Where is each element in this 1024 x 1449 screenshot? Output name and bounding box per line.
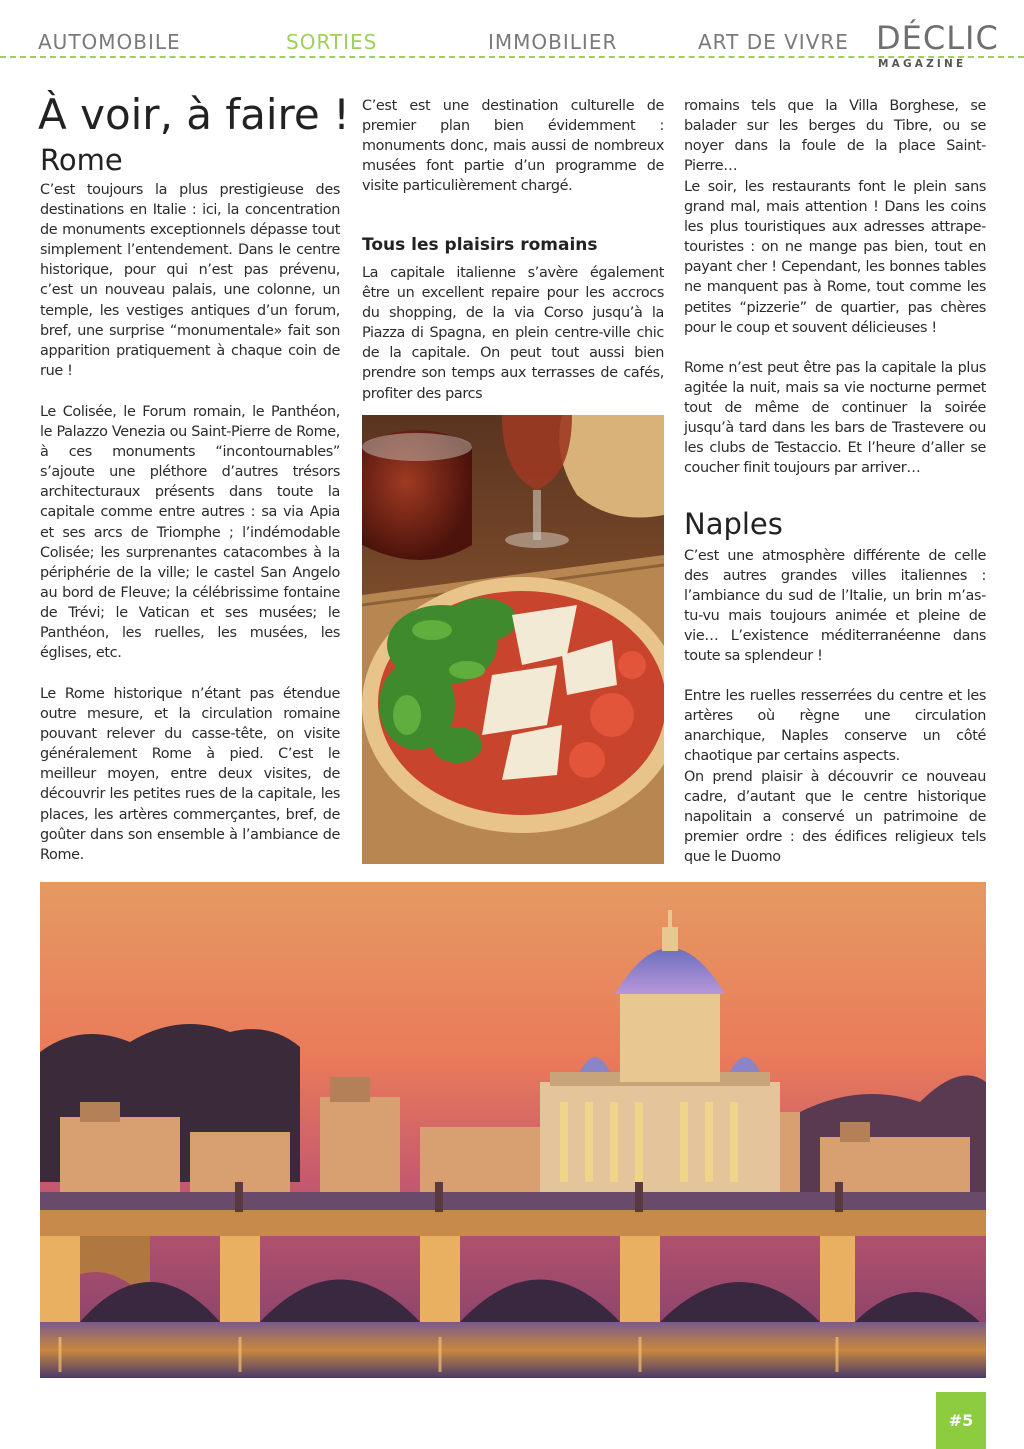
plaisirs-paragraph: La capitale italienne s’avère également être un excellent repaire pour les accrocs du shopping, de la via Corso jusqu’à la Piazza di Spagna, en plein centre-ville chic de la capitale. On peut tout aussi bien prendre son temps aux terrasses de cafés, profiter des parcs [362, 265, 664, 402]
page-number: #5 [936, 1392, 986, 1449]
rome-sunset-photo [40, 882, 986, 1378]
logo-subtitle: MAGAZINE [878, 58, 967, 70]
rome-paragraph-3: Le Rome historique n’étant pas étendue outre mesure, et la circulation romaine pouvant relever du casse-tête, on visite généralement Rome à pied. C’est le meilleur moyen, entre deux visites, de découvrir les petites rues de la capitale, les places, les artères commerçantes, bref, de goûter dans son ensemble à l’ambiance de Rome. [40, 686, 340, 863]
magazine-logo [876, 19, 999, 70]
heading-plaisirs-romains: Tous les plaisirs romains [362, 235, 598, 255]
rome-paragraph-2: Le Colisée, le Forum romain, le Panthéon, le Palazzo Venezia ou Saint-Pierre de Rome, à ces monuments “incontournables” s’ajoute une pléthore d’autres trésors architecturaux présents dans toute la capitale comme entre autres : sa via Apia et ses arcs de Triomphe ; l’indémodable Colisée; les surprenantes catacombes à la périphérie de la ville; le castel San Angelo au bord de Fleuve; la célébrissime fontaine de Trévi; le Vatican et ses musées; le Panthéon, les ruelles, les musées, les églises, etc. [40, 404, 340, 662]
section-nav [0, 28, 1024, 58]
header-divider [0, 56, 1024, 58]
pizza-photo [362, 415, 664, 864]
page-title: À voir, à faire ! [38, 90, 350, 139]
logo-title: DÉCLIC [876, 19, 999, 57]
heading-rome: Rome [40, 143, 123, 177]
naples-paragraph-2: Entre les ruelles resserrées du centre et les artères où règne une circulation anarchique, Naples conserve un côté chaotique par certains aspects. [684, 688, 986, 765]
nav-item-sorties[interactable]: SORTIES [286, 30, 378, 54]
rome-paragraph-6: Rome n’est peut être pas la capitale la plus agitée la nuit, mais sa vie nocturne permet tout de même de continuer la soirée jusqu’à tard dans les bars de Trastevere ou les clubs de Testaccio. Et l’heure d’aller se coucher finit toujours par arriver… [684, 360, 986, 477]
rome-paragraph-4: romains tels que la Villa Borghese, se balader sur les berges du Tibre, ou se noyer dans la foule de la place Saint-Pierre… [684, 98, 986, 175]
heading-naples: Naples [684, 507, 783, 541]
nav-item-immobilier[interactable]: IMMOBILIER [488, 30, 618, 54]
rome-intro-culture: C’est est une destination culturelle de premier plan bien évidemment : monuments donc, mais aussi de nombreux musées font partie d’un programme de visite particulièrement chargé. [362, 98, 664, 195]
nav-item-automobile[interactable]: AUTOMOBILE [38, 30, 181, 54]
rome-paragraph-1: C’est toujours la plus prestigieuse des destinations en Italie : ici, la concentration de monuments exceptionnels dépasse tout simplement l’entendement. Dans le centre historique, pour qui n’est pas prévenu, c’est un nouveau palais, une colonne, un temple, les vestiges antiques d’un forum, bref, une surprise “monumentale» fait son apparition pratiquement à chaque coin de rue ! [40, 182, 340, 379]
naples-paragraph-3: On prend plaisir à découvrir ce nouveau cadre, d’autant que le centre historique napolitain a conservé un patrimoine de premier ordre : des édifices religieux tels que le Duomo [684, 769, 986, 866]
nav-item-art-de-vivre[interactable]: ART DE VIVRE [698, 30, 849, 54]
naples-paragraph-1: C’est une atmosphère différente de celle des autres grandes villes italiennes : l’ambiance du sud de l’Italie, un brin m’as-tu-vu mais toujours animée et pleine de vie… L’existence méditerranéenne dans toute sa splendeur ! [684, 548, 986, 665]
rome-paragraph-5: Le soir, les restaurants font le plein sans grand mal, mais attention ! Dans les coins les plus touristiques aux adresses attrape-touristes : on ne mange pas bien, tout en payant cher ! Cependant, les bonnes tables ne manquent pas à Rome, tout comme les petites “pizzerie” de quartier, pas chères pour le coup et souvent délicieuses ! [684, 179, 986, 336]
